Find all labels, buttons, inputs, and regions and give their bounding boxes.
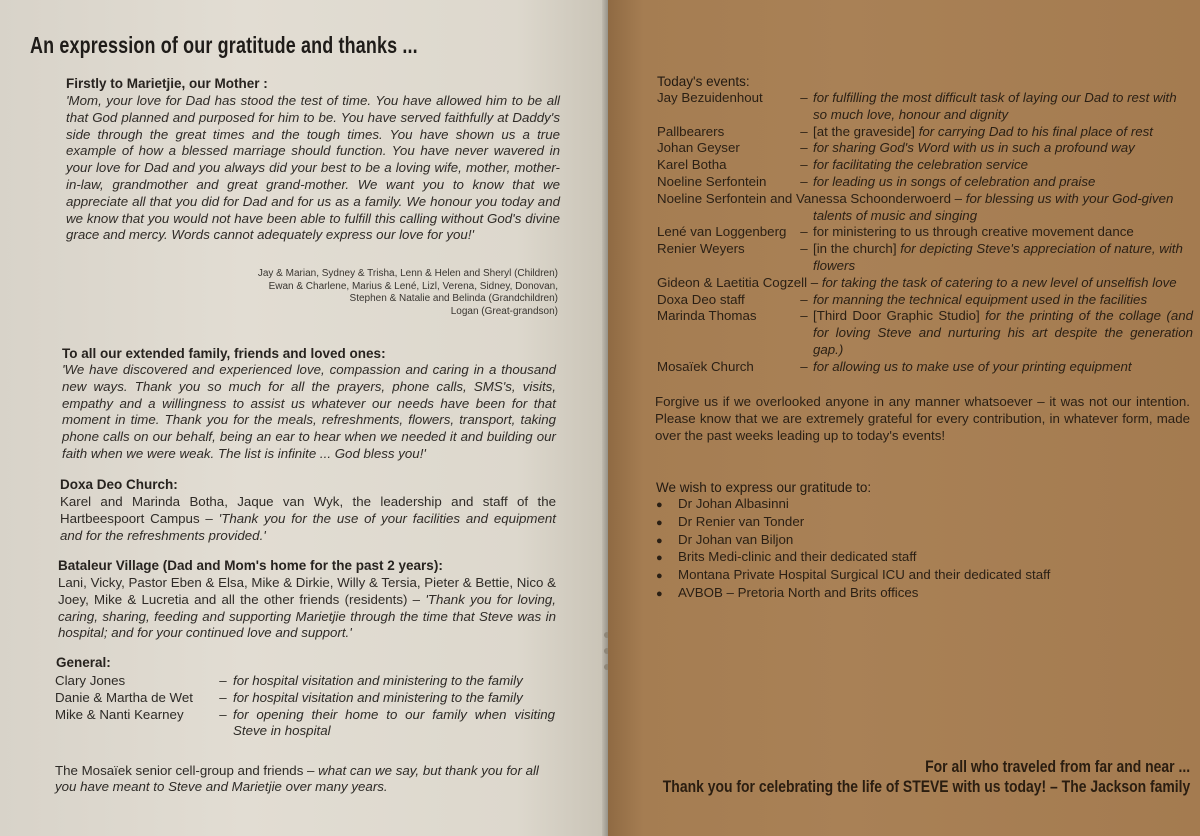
event-dash: –	[800, 157, 808, 173]
bataleur-message	[58, 575, 556, 642]
general-name: Clary Jones	[55, 673, 126, 688]
general-row	[55, 707, 555, 741]
bullet-icon: ●	[656, 516, 663, 529]
event-text: for manning the technical equipment used in the facilities	[813, 291, 1148, 307]
event-wide-text: for blessing us with your God-given	[965, 190, 1174, 206]
list-item	[656, 567, 1050, 585]
list-item-text: Dr Renier van Tonder	[678, 513, 805, 529]
doxa-names: Karel and Marinda Botha, Jaque van Wyk, the leadership and staff of the Hartbeespoort Campus –	[60, 494, 556, 526]
general-name: Mike & Nanti Kearney	[55, 706, 184, 722]
doxa-section-title: Doxa Deo Church:	[60, 477, 178, 492]
event-row-wide	[657, 191, 1193, 208]
general-dash: –	[219, 689, 227, 705]
doxa-quote: 'Thank you for the use of your facilities and equipment and for the refreshments provided.'	[60, 510, 556, 543]
signature-line: Stephen & Natalie and Belinda (Grandchildren)	[349, 293, 558, 304]
event-text	[813, 124, 1193, 141]
general-dash: –	[219, 673, 227, 688]
signature-block	[258, 268, 558, 318]
event-name: Renier Weyers	[657, 241, 745, 257]
closing-line-2: Thank you for celebrating the life of STEVE with us today! – The Jackson family	[662, 777, 1190, 796]
event-dash: –	[800, 241, 808, 257]
event-text: for fulfilling the most difficult task of laying our Dad to rest with so much love, honour and dignity	[813, 90, 1177, 122]
event-gideon-text: – for taking the task of catering to a new level of unselfish love	[807, 274, 1177, 290]
event-text	[813, 241, 1193, 275]
event-dash: –	[800, 308, 808, 324]
general-section-title: General:	[56, 655, 111, 670]
general-text: for hospital visitation and ministering to the family	[233, 689, 523, 705]
general-table	[55, 673, 555, 740]
list-item	[656, 496, 1050, 514]
event-dash: –	[800, 123, 808, 139]
event-row	[657, 140, 1193, 157]
cell-group-text: what can we say, but thank you for all you have meant to Steve and Marietjie over many years.	[55, 763, 539, 794]
event-dash: –	[800, 140, 808, 156]
event-row	[657, 292, 1193, 309]
event-gideon	[657, 275, 1193, 292]
event-row	[657, 241, 1193, 275]
event-wide-cont: talents of music and singing	[813, 207, 978, 223]
events-title: Today's events:	[657, 74, 750, 89]
signature-line: Logan (Great-grandson)	[450, 305, 558, 317]
bataleur-section-title: Bataleur Village (Dad and Mom's home for the past 2 years):	[58, 558, 443, 573]
general-text: for hospital visitation and ministering to the family	[233, 673, 523, 688]
event-name: Johan Geyser	[657, 140, 740, 156]
signature-line: Ewan & Charlene, Marius & Lené, Lizl, Verena, Sidney, Donovan,	[268, 280, 558, 292]
event-prefix: [at the graveside]	[813, 123, 919, 139]
event-name: Karel Botha	[657, 157, 727, 173]
mother-section-title: Firstly to Marietjie, our Mother :	[66, 76, 268, 91]
event-spacer	[795, 208, 813, 225]
event-name: Mosaïek Church	[657, 358, 754, 374]
bullet-icon: ●	[656, 570, 663, 583]
bataleur-names: Lani, Vicky, Pastor Eben & Elsa, Mike & Dirkie, Willy & Tersia, Pieter & Bettie, Nico & Joey, Mike & Lucretia and all the other friends (residents) –	[58, 575, 556, 607]
forgive-note: Forgive us if we overlooked anyone in any manner whatsoever – it was not our intention. Please know that we are extremely grateful for every contribution, in whatever form, made over the past weeks leading up to today's events!	[655, 394, 1190, 443]
bullet-icon: ●	[656, 534, 663, 547]
list-item-text: Dr Johan Albasinni	[678, 496, 789, 511]
list-item-text: Brits Medi-clinic and their dedicated staff	[678, 549, 917, 565]
list-item-text: Montana Private Hospital Surgical ICU and their dedicated staff	[678, 567, 1051, 583]
list-item-text: AVBOB – Pretoria North and Brits offices	[678, 584, 919, 600]
event-text: for allowing us to make use of your printing equipment	[813, 358, 1132, 374]
event-name: Noeline Serfontein	[657, 173, 767, 189]
event-wide-lead: Noeline Serfontein and Vanessa Schoonderwoerd –	[657, 190, 966, 206]
mother-message: 'Mom, your love for Dad has stood the test of time. You have allowed him to be all that God planned and purposed for him to be. You have served faithfully at Daddy's side through the great times and the tough times. You have shown us a true example of how a blessed marriage should function. You have never wavered in your love for Dad and you always did your best to be a loving wife, mother, mother-in-law, grandmother and great grand-mother. We want you to know that we appreciate all that you did for Dad and for us as a family. We honour you today and we know that you would not have been able to fulfill this calling without God's divine grace and mercy. Words cannot adequately express our love for you!'	[66, 93, 560, 243]
gratitude-list	[656, 496, 1050, 603]
event-row	[657, 224, 1193, 241]
family-message: 'We have discovered and experienced love, compassion and caring in a thousand new ways. Thank you so much for all the prayers, phone calls, SMS's, visits, empathy and a willingness to assist us whatever our needs have been for that moment in time. Thank you for the meals, refreshments, flowers, transport, taking phone calls on our behalf, being an ear to hear when we needed it and building our faith when we were weak. The list is infinite ... God bless you!'	[62, 362, 556, 461]
gratitude-title: We wish to express our gratitude to:	[656, 480, 872, 495]
bataleur-quote: 'Thank you for loving, caring, sharing, feeding and supporting Marietjie through the time that Steve was in hospital; and for your continued love and support.'	[58, 591, 556, 641]
event-name: Pallbearers	[657, 123, 725, 139]
list-item	[656, 514, 1050, 532]
event-dash: –	[800, 224, 808, 240]
event-name: Marinda Thomas	[657, 308, 757, 324]
page-heading: An expression of our gratitude and thanks ...	[30, 32, 418, 58]
bullet-icon: ●	[656, 499, 663, 511]
event-italic: for depicting Steve's appreciation of nature, with flowers	[813, 241, 1183, 273]
event-text: for ministering to us through creative movement dance	[813, 224, 1134, 240]
event-dash: –	[800, 291, 808, 307]
event-row	[657, 174, 1193, 191]
bullet-icon: ●	[656, 587, 663, 600]
event-row	[657, 308, 1193, 358]
event-name: Lené van Loggenberg	[657, 224, 787, 240]
general-footer	[55, 763, 555, 795]
doxa-message	[60, 494, 556, 544]
list-item	[656, 585, 1050, 603]
event-wide	[657, 191, 1193, 208]
event-text: for facilitating the celebration service	[813, 157, 1029, 173]
event-text: for sharing God's Word with us in such a profound way	[813, 140, 1135, 156]
general-name: Danie & Martha de Wet	[55, 689, 193, 705]
event-row	[657, 359, 1193, 376]
event-text: for leading us in songs of celebration and praise	[813, 173, 1096, 189]
event-dash: –	[800, 358, 808, 374]
cell-group-name: The Mosaïek senior cell-group and friends –	[55, 763, 319, 778]
event-italic: for carrying Dad to his final place of rest	[918, 123, 1153, 139]
event-name: Doxa Deo staff	[657, 291, 745, 307]
event-name: Jay Bezuidenhout	[657, 90, 763, 105]
event-text	[813, 308, 1193, 358]
general-dash: –	[219, 706, 227, 722]
event-italic: for the printing of the collage (and for loving Steve and nurturing his art despite the generation gap.)	[813, 308, 1194, 357]
closing-line-1: For all who traveled from far and near ...	[925, 757, 1190, 776]
event-spacer	[657, 208, 795, 225]
event-row-wide	[657, 275, 1193, 292]
family-section-title: To all our extended family, friends and loved ones:	[62, 346, 386, 361]
event-dash: –	[800, 173, 808, 189]
event-dash: –	[800, 90, 808, 105]
signature-line: Jay & Marian, Sydney & Trisha, Lenn & Helen and Sheryl (Children)	[257, 268, 558, 279]
events-table	[657, 90, 1193, 376]
event-prefix: [in the church]	[813, 241, 901, 257]
general-row	[55, 673, 555, 690]
general-text: for opening their home to our family when visiting Steve in hospital	[233, 706, 555, 739]
list-item	[656, 532, 1050, 550]
event-row	[657, 157, 1193, 174]
list-item-text: Dr Johan van Biljon	[678, 531, 794, 547]
event-gideon-lead: Gideon & Laetitia Cogzell	[657, 274, 808, 290]
event-prefix: [Third Door Graphic Studio]	[813, 308, 986, 324]
bullet-icon: ●	[656, 552, 663, 565]
event-row-cont	[657, 208, 1193, 225]
general-row	[55, 690, 555, 707]
event-row	[657, 90, 1193, 124]
event-row	[657, 124, 1193, 141]
list-item	[656, 549, 1050, 567]
